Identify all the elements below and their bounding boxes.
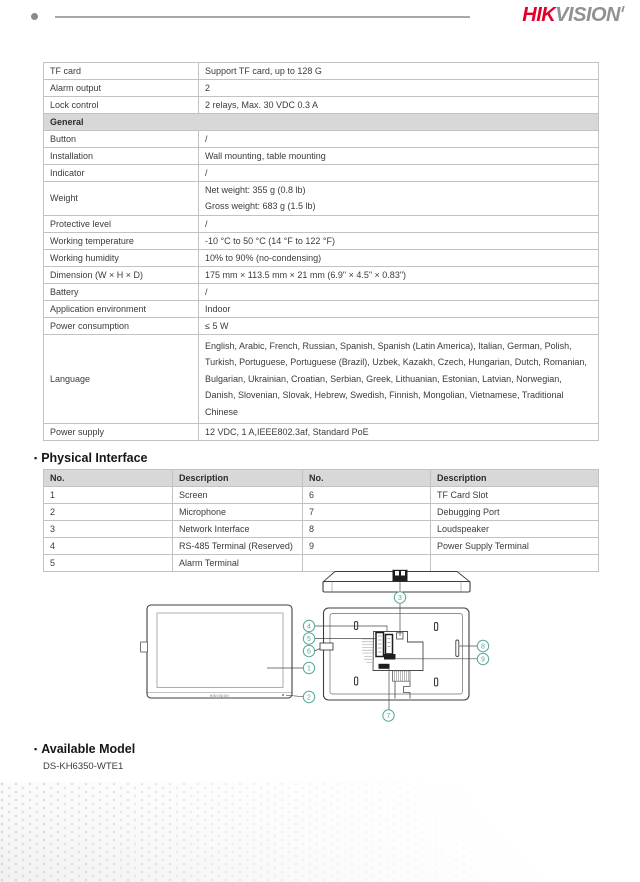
spec-label: Indicator: [44, 165, 199, 182]
spec-value: 2 relays, Max. 30 VDC 0.3 A: [199, 97, 599, 114]
svg-text:2: 2: [307, 694, 311, 702]
spec-row: [44, 335, 599, 424]
pi-description-cell: TF Card Slot: [431, 487, 599, 504]
screen: [157, 613, 283, 688]
pi-number-cell: 4: [44, 538, 173, 555]
pi-number-cell: 6: [303, 487, 431, 504]
spec-row: [44, 131, 599, 148]
microphone-dot: [282, 694, 284, 696]
pi-row: [44, 504, 599, 521]
spec-label: Alarm output: [44, 80, 199, 97]
debug-port: [379, 664, 390, 669]
spec-value: 12 VDC, 1 A,IEEE802.3af, Standard PoE: [199, 424, 599, 441]
pi-number-cell: 2: [44, 504, 173, 521]
spec-row: [44, 424, 599, 441]
spec-value: /: [199, 131, 599, 148]
spec-row: [44, 267, 599, 284]
tf-card-slot: [320, 643, 333, 650]
pi-col-no-1: No.: [44, 470, 173, 487]
spec-label: Language: [44, 335, 199, 424]
spec-row: [44, 63, 599, 80]
spec-label: Power consumption: [44, 318, 199, 335]
spec-row: [44, 284, 599, 301]
pi-number-cell: 3: [44, 521, 173, 538]
power-terminal: [384, 654, 396, 660]
device-diagram: [140, 560, 490, 735]
spec-value: 2: [199, 80, 599, 97]
spec-label: Power supply: [44, 424, 199, 441]
spec-value: Indoor: [199, 301, 599, 318]
side-slot: [141, 642, 148, 652]
pi-row: [44, 538, 599, 555]
pi-number-cell: 7: [303, 504, 431, 521]
specification-table: [43, 62, 599, 441]
pi-header-row: [44, 470, 599, 487]
pi-col-no-2: No.: [303, 470, 431, 487]
logo-trademark-icon: [621, 6, 624, 12]
spec-value: 10% to 90% (no-condensing): [199, 250, 599, 267]
heatsink-block: [393, 671, 411, 681]
pi-col-desc-2: Description: [431, 470, 599, 487]
spec-label: Protective level: [44, 216, 199, 233]
svg-text:6: 6: [307, 648, 311, 656]
spec-value: 175 mm × 113.5 mm × 21 mm (6.9" × 4.5" × 0.83"): [199, 267, 599, 284]
pi-description-cell: Power Supply Terminal: [431, 538, 599, 555]
header-rule: [55, 16, 470, 18]
spec-label: Working humidity: [44, 250, 199, 267]
spec-value: ≤ 5 W: [199, 318, 599, 335]
spec-label: Battery: [44, 284, 199, 301]
pi-description-cell: RS-485 Terminal (Reserved): [173, 538, 303, 555]
spec-value: -10 °C to 50 °C (14 °F to 122 °F): [199, 233, 599, 250]
svg-text:7: 7: [386, 713, 391, 720]
spec-row: [44, 165, 599, 182]
spec-section-label: General: [44, 114, 599, 131]
pi-description-cell: Network Interface: [173, 521, 303, 538]
spec-label: Lock control: [44, 97, 199, 114]
spec-row: [44, 97, 599, 114]
top-view: [323, 570, 470, 592]
pi-description-cell: Screen: [173, 487, 303, 504]
top-connector: [393, 570, 408, 582]
svg-text:5: 5: [307, 636, 311, 643]
svg-text:1: 1: [307, 665, 311, 673]
spec-row: [44, 216, 599, 233]
model-number: DS-KH6350-WTE1: [43, 761, 124, 772]
pi-description-cell: Debugging Port: [431, 504, 599, 521]
svg-text:8: 8: [481, 643, 485, 651]
physical-interface-heading: [34, 451, 148, 465]
svg-text:4: 4: [307, 623, 311, 631]
pi-row: [44, 521, 599, 538]
pi-col-desc-1: Description: [173, 470, 303, 487]
callout-6: [303, 645, 320, 656]
logo-hik: HIK: [522, 4, 556, 26]
pi-table-body: [44, 487, 599, 572]
logo-vision: VISION: [555, 4, 620, 26]
spec-value: /: [199, 284, 599, 301]
spec-value: Wall mounting, table mounting: [199, 148, 599, 165]
pi-row: [44, 487, 599, 504]
spec-value: /: [199, 216, 599, 233]
physical-interface-table: [43, 469, 599, 572]
spec-value: Net weight: 355 g (0.8 lb) Gross weight: 683 g (1.5 lb): [199, 182, 599, 216]
hikvision-logo: [522, 4, 624, 27]
header-bullet-dot: [31, 13, 38, 20]
svg-text:9: 9: [481, 656, 485, 664]
spec-row: [44, 182, 599, 216]
pi-description-cell: Microphone: [173, 504, 303, 521]
front-view: [141, 605, 292, 698]
front-logo-text: HIKVISION: [210, 693, 229, 698]
pi-number-cell: 9: [303, 538, 431, 555]
spec-label: TF card: [44, 63, 199, 80]
heading-text: Physical Interface: [41, 451, 148, 465]
spec-table-body: [44, 63, 599, 441]
pi-number-cell: 5: [44, 555, 173, 572]
spec-label: Button: [44, 131, 199, 148]
spec-row: [44, 250, 599, 267]
loudspeaker-slot: [456, 640, 459, 657]
alarm-terminal: [386, 635, 393, 655]
spec-row: [44, 114, 599, 131]
heading-bullet: ▪: [34, 743, 38, 754]
spec-row: [44, 318, 599, 335]
svg-text:3: 3: [398, 595, 402, 602]
spec-label: Installation: [44, 148, 199, 165]
rear-view: [320, 608, 469, 700]
spec-row: [44, 80, 599, 97]
spec-label: Application environment: [44, 301, 199, 318]
spec-row: [44, 233, 599, 250]
spec-value: English, Arabic, French, Russian, Spanish, Spanish (Latin America), Italian, German, Polish, Turkish, Portuguese, Portuguese (Brazil), Uzbek, Kazakh, Czech, Hungarian, Dutch, Romanian, Bulgarian, Ukrainian, Croatian, Serbian, Greek, Lithuanian, Estonian, Latvian, Norwegian, Danish, Slovenian, Slovak, Hebrew, Swedish, Finnish, Mongolian, Vietnamese, Traditional Chinese: [199, 335, 599, 424]
available-model-heading: [34, 742, 135, 756]
heading-text: Available Model: [41, 742, 136, 756]
footer-texture: [0, 782, 640, 882]
pi-number-cell: 8: [303, 521, 431, 538]
spec-row: [44, 301, 599, 318]
spec-label: Working temperature: [44, 233, 199, 250]
pi-description-cell: Alarm Terminal: [173, 555, 303, 572]
spec-value: Support TF card, up to 128 G: [199, 63, 599, 80]
spec-value: /: [199, 165, 599, 182]
pi-number-cell: 1: [44, 487, 173, 504]
spec-row: [44, 148, 599, 165]
heading-bullet: ▪: [34, 452, 38, 463]
spec-label: Dimension (W × H × D): [44, 267, 199, 284]
spec-label: Weight: [44, 182, 199, 216]
pi-description-cell: Loudspeaker: [431, 521, 599, 538]
